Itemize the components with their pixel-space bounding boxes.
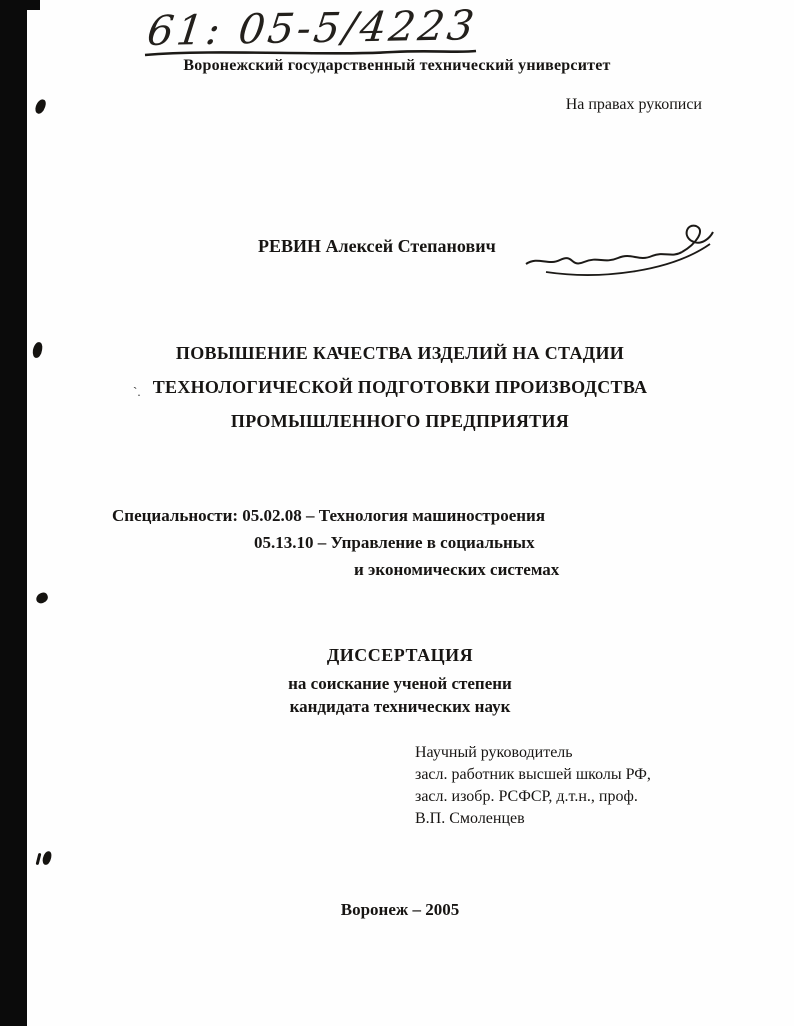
- supervisor-block: [415, 742, 651, 830]
- university-name: Воронежский государственный технический университет: [183, 57, 611, 74]
- punch-hole-mark: [42, 850, 53, 865]
- supervisor-credential-2: засл. изобр. РСФСР, д.т.н., проф.: [415, 788, 638, 805]
- title-line-2: ТЕХНОЛОГИЧЕСКОЙ ПОДГОТОВКИ ПРОИЗВОДСТВА: [152, 377, 648, 397]
- scan-edge-corner: [0, 0, 40, 10]
- title-line-3: ПРОМЫШЛЕННОГО ПРЕДПРИЯТИЯ: [230, 411, 570, 431]
- degree-line-2: кандидата технических наук: [289, 697, 511, 716]
- punch-hole-mark: [34, 98, 47, 115]
- dissertation-title: [60, 336, 740, 438]
- specialties-block: [112, 502, 559, 583]
- author-name: РЕВИН Алексей Степанович: [258, 236, 496, 256]
- manuscript-rights-note: На правах рукописи: [565, 96, 702, 113]
- specialty-line-1: Специальности: 05.02.08 – Технология машиностроения: [112, 506, 546, 525]
- supervisor-credential-1: засл. работник высшей школы РФ,: [415, 766, 651, 783]
- catalog-number-handwritten: 61: 05-5/4223: [144, 1, 480, 55]
- punch-hole-mark: [36, 853, 42, 865]
- supervisor-name: В.П. Смоленцев: [415, 810, 525, 827]
- specialty-line-2: 05.13.10 – Управление в социальных: [254, 533, 535, 552]
- city-year-line: Воронеж – 2005: [340, 900, 460, 919]
- stray-ink-mark: ˋ.: [133, 384, 141, 399]
- handwritten-signature-icon: [520, 218, 715, 284]
- specialty-line-3: и экономических системах: [354, 560, 560, 579]
- degree-block: [60, 672, 740, 718]
- supervisor-label: Научный руководитель: [415, 744, 573, 761]
- dissertation-heading: ДИССЕРТАЦИЯ: [326, 645, 474, 665]
- degree-line-1: на соискание ученой степени: [288, 674, 512, 693]
- scan-edge-bar: [0, 0, 27, 1026]
- title-line-1: ПОВЫШЕНИЕ КАЧЕСТВА ИЗДЕЛИЙ НА СТАДИИ: [175, 343, 625, 363]
- punch-hole-mark: [35, 591, 50, 605]
- punch-hole-mark: [32, 341, 43, 358]
